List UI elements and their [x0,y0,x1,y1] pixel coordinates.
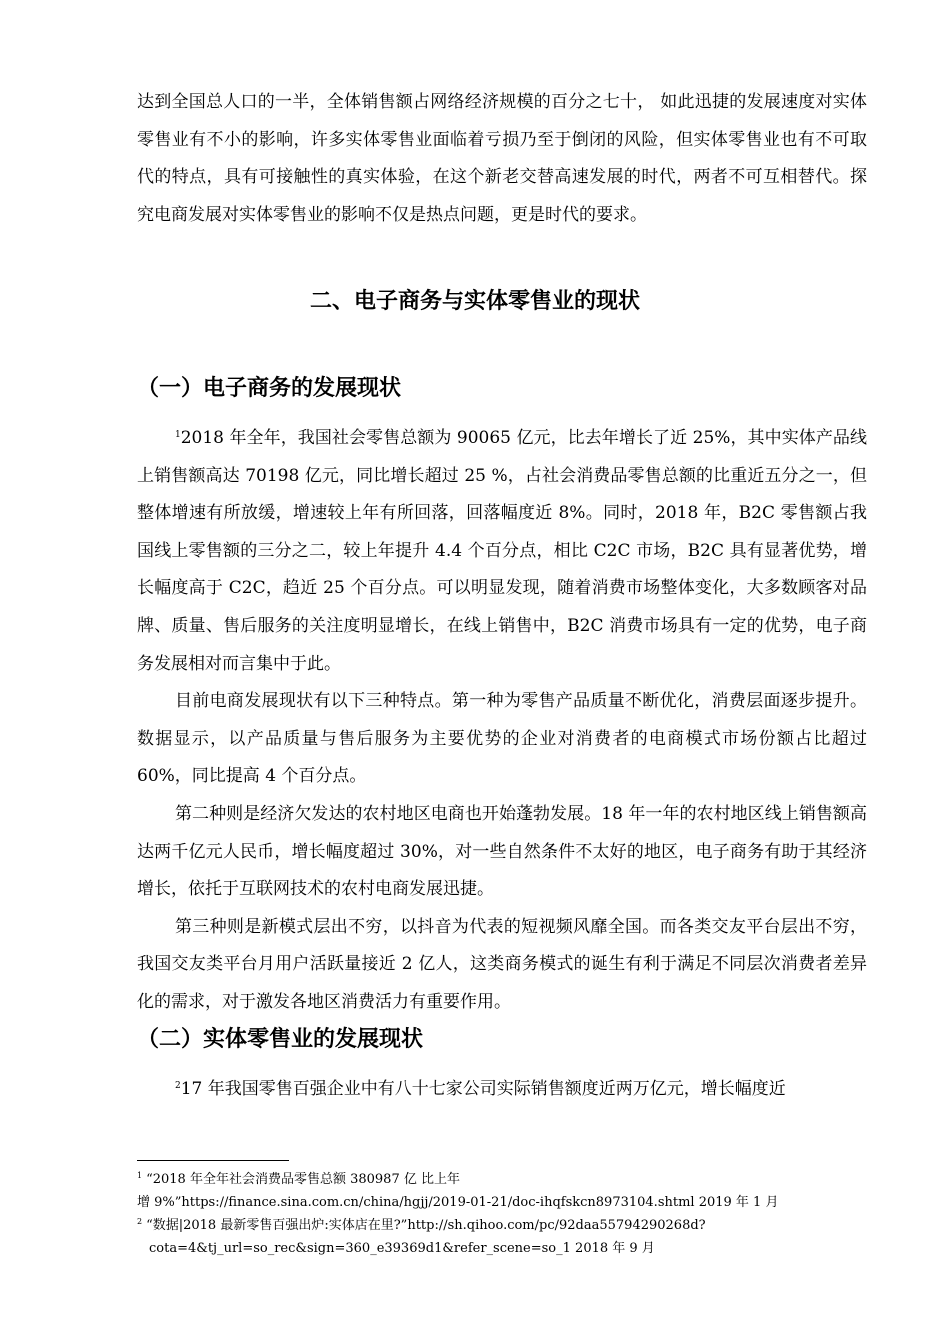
section-heading: 二、电子商务与实体零售业的现状 [309,288,640,314]
footnote-2 [137,1214,837,1260]
ecommerce-paragraph-2: 目前电商发展现状有以下三种特点。第一种为零售产品质量不断优化，消费层面逐步提升。数据显示，以产品质量与售后服务为主要优势的企业对消费者的电商模式市场份额占比超过 60%，同比提高 4 个百分点。 [137,691,867,787]
ecommerce-paragraph-1 [137,420,867,683]
retail-paragraph-1-text: 17 年我国零售百强企业中有八十七家公司实际销售额度近两万亿元，增长幅度近 [180,1079,786,1099]
footnote-1 [137,1168,837,1214]
footnote-2-mark: 2 [137,1217,143,1226]
footnote-1-line-1: “2018 年全年社会消费品零售总额 380987 亿 比上年 [146,1172,460,1187]
footnote-2-line-2: cota=4&tj_url=so_rec&sign=360_e39369d1&refer_scene=so_1 2018 年 9 月 [149,1241,655,1256]
footnotes [137,1168,837,1260]
ecommerce-paragraph-1-text: 2018 年全年，我国社会零售总额为 90065 亿元，比去年增长了近 25%，其中实体产品线上销售额高达 70198 亿元，同比增长超过 25 %，占社会消费品零售总额的比重近五分之一，但整体增速有所放缓，增速较上年有所回落，回落幅度近 8%。同时，2018 年，B2C 零售额占我国线上零售额的三分之二，较上年提升 4.4 个百分点，相比 C2C 市场，B2C 具有显著优势，增长幅度高于 C2C，趋近 25 个百分点。可以明显发现，随着消费市场整体变化，大多数顾客对品牌、质量、售后服务的关注度明显增长，在线上销售中，B2C 消费市场具有一定的优势，电子商务发展相对而言集中于此。 [137,428,867,674]
footnote-ref-1[interactable]: 1 [175,430,181,440]
subsection-heading-retail: （二）实体零售业的发展现状 [137,1026,424,1052]
retail-paragraph-1 [137,1071,867,1109]
retail-body [137,1071,867,1109]
footnote-separator [137,1160,289,1161]
footnote-ref-2[interactable]: 2 [175,1081,181,1091]
footnote-2-line-1: “数据|2018 最新零售百强出炉:实体店在里?”http://sh.qihoo.com/pc/92daa55794290268d? [146,1218,706,1233]
intro-text-block [137,84,867,234]
subsection-heading-ecommerce: （一）电子商务的发展现状 [137,375,402,401]
ecommerce-paragraph-3: 第二种则是经济欠发达的农村地区电商也开始蓬勃发展。18 年一年的农村地区线上销售额高达两千亿元人民币，增长幅度超过 30%，对一些自然条件不太好的地区，电子商务有助于其经济增长，依托于互联网技术的农村电商发展迅捷。 [137,803,867,900]
ecommerce-body [137,420,867,1022]
intro-paragraph: 达到全国总人口的一半，全体销售额占网络经济规模的百分之七十， 如此迅捷的发展速度对实体零售业有不小的影响，许多实体零售业面临着亏损乃至于倒闭的风险，但实体零售业也有不可取代的特点，具有可接触性的真实体验，在这个新老交替高速发展的时代，两者不可互相替代。探究电商发展对实体零售业的影响不仅是热点问题，更是时代的要求。 [137,92,867,225]
ecommerce-paragraph-4: 第三种则是新模式层出不穷，以抖音为代表的短视频风靡全国。而各类交友平台层出不穷，我国交友类平台月用户活跃量接近 2 亿人，这类商务模式的诞生有利于满足不同层次消费者差异化的需求，对于激发各地区消费活力有重要作用。 [137,916,867,1012]
footnote-1-mark: 1 [137,1171,143,1180]
footnote-1-line-2: 增 9%”https://finance.sina.com.cn/china/hgjj/2019-01-21/doc-ihqfskcn8973104.shtml 2019 年 1 月 [137,1195,779,1210]
